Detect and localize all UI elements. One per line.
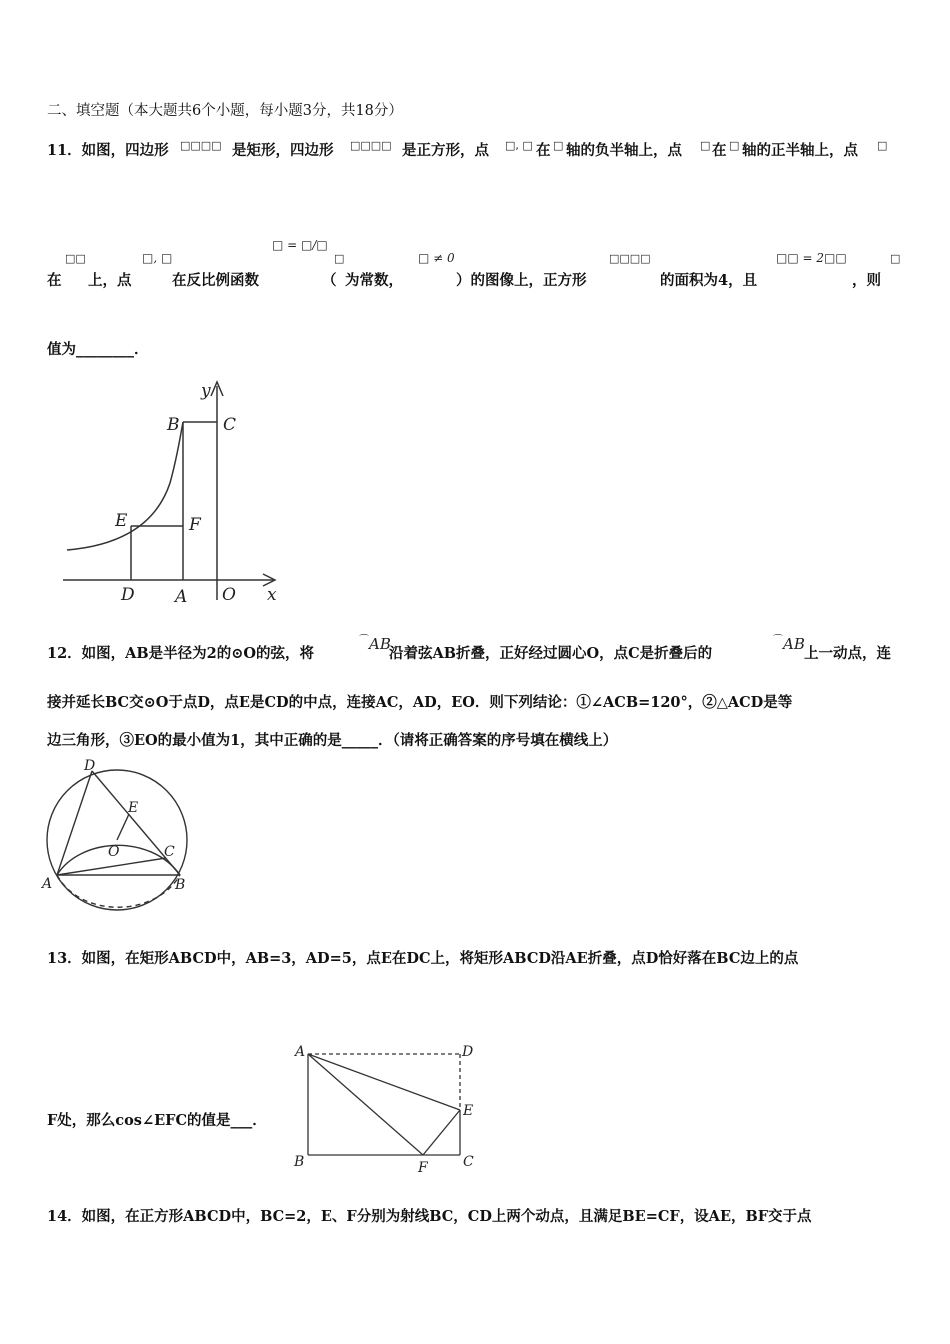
q12-line1-b: 沿着弦AB折叠，正好经过圆心O，点C是折叠后的: [389, 645, 713, 662]
q11-point-end: □: [877, 139, 888, 152]
q12-line2: 接并延长BC交⊙O于点D，点E是CD的中点，连接AC，AD，EO．则下列结论：①∠ACB=120°，②△ACD是等: [47, 694, 793, 711]
q12-arc-mark-1: ⌒: [359, 635, 369, 646]
q11-square-name: □□□□: [350, 139, 392, 152]
q12-label-d: D: [84, 758, 96, 774]
q11-line1-a: 11．如图，四边形: [47, 142, 169, 159]
q11-line1-e: 轴的负半轴上，点: [566, 142, 682, 159]
q11-formula-points: □, □: [142, 251, 173, 265]
q11-line1-d: 在: [536, 142, 551, 159]
q11-formula-neq: □ ≠ 0: [418, 251, 455, 265]
q11-line1-c: 是正方形，点: [402, 142, 489, 159]
section-title: 二、填空题（本大题共6个小题，每小题3分，共18分）: [47, 103, 403, 119]
q12-label-a: A: [42, 876, 53, 892]
q11-axis-b: □: [729, 139, 740, 152]
q11-line2-d: （: [322, 272, 337, 289]
q11-label-b: B: [167, 415, 180, 435]
q11-line2-c: 在反比例函数: [172, 272, 259, 289]
q11-formula-condition: □□ = 2□□: [776, 251, 847, 265]
q11-formula-k: □: [334, 252, 345, 265]
q13-label-d: D: [462, 1044, 474, 1060]
q13-label-b: B: [294, 1154, 305, 1170]
q13-figure: [290, 1040, 490, 1180]
q14-line1: 14．如图，在正方形ABCD中，BC=2，E、F分别为射线BC，CD上两个动点，且满足BE=CF，设AE，BF交于点: [47, 1208, 812, 1225]
q12-line1-c: 上一动点，连: [804, 645, 891, 662]
q11-axis-a: □: [553, 139, 564, 152]
q13-line2: F处，那么cos∠EFC的值是___．: [47, 1112, 267, 1129]
q13-label-e: E: [463, 1103, 474, 1119]
q12-label-b: B: [175, 877, 186, 893]
q11-line1-g: 轴的正半轴上，点: [742, 142, 858, 159]
q11-line1-b: 是矩形，四边形: [232, 142, 334, 159]
q11-line2-e: 为常数，: [345, 272, 403, 289]
q12-label-o: O: [108, 844, 120, 860]
q11-point-c: □: [700, 139, 711, 152]
q11-formula-end: □: [890, 252, 901, 265]
q13-label-a: A: [295, 1044, 306, 1060]
q11-label-x: x: [267, 585, 277, 605]
q13-label-c: C: [463, 1154, 474, 1170]
q11-line2-b: 上，点: [88, 272, 132, 289]
q13-label-f: F: [418, 1160, 428, 1176]
q11-formula-side: □□: [65, 252, 86, 265]
q12-arc-ab-2: ⌒AB: [773, 635, 805, 653]
q11-line3: 值为________．: [47, 341, 149, 358]
q11-label-f: F: [189, 515, 201, 535]
q12-label-c: C: [164, 844, 175, 860]
q11-line2-h: ，则: [852, 272, 881, 289]
q11-formula-function: □ = □/□: [272, 238, 328, 252]
q12-line1-a: 12．如图，AB是半径为2的⊙O的弦，将: [47, 645, 315, 662]
q12-label-e: E: [128, 800, 139, 816]
q12-arc-ab-1: ⌒AB: [359, 635, 391, 653]
q11-line2-a: 在: [47, 272, 62, 289]
q13-line1: 13．如图，在矩形ABCD中，AB=3，AD=5，点E在DC上，将矩形ABCD沿AE折叠，点D恰好落在BC边上的点: [47, 950, 799, 967]
q11-label-y: y: [201, 381, 211, 401]
q11-line1-f: 在: [712, 142, 727, 159]
q11-line2-g: 的面积为4，且: [660, 272, 758, 289]
q11-label-a: A: [175, 587, 188, 607]
q11-formula-square: □□□□: [609, 252, 651, 265]
q11-figure: [55, 378, 295, 610]
q12-line3: 边三角形，③EO的最小值为1，其中正确的是_____．（请将正确答案的序号填在横线上）: [47, 732, 618, 749]
q12-arc-mark-2: ⌒: [773, 635, 783, 646]
q11-label-c: C: [223, 415, 237, 435]
q11-line2-f: ）的图像上，正方形: [456, 272, 587, 289]
q11-label-o: O: [222, 585, 236, 605]
q12-figure: [40, 758, 200, 918]
q11-points: □, □: [505, 139, 533, 152]
q11-label-e: E: [115, 511, 128, 531]
q11-label-d: D: [121, 585, 135, 605]
q11-rect-name: □□□□: [180, 139, 222, 152]
